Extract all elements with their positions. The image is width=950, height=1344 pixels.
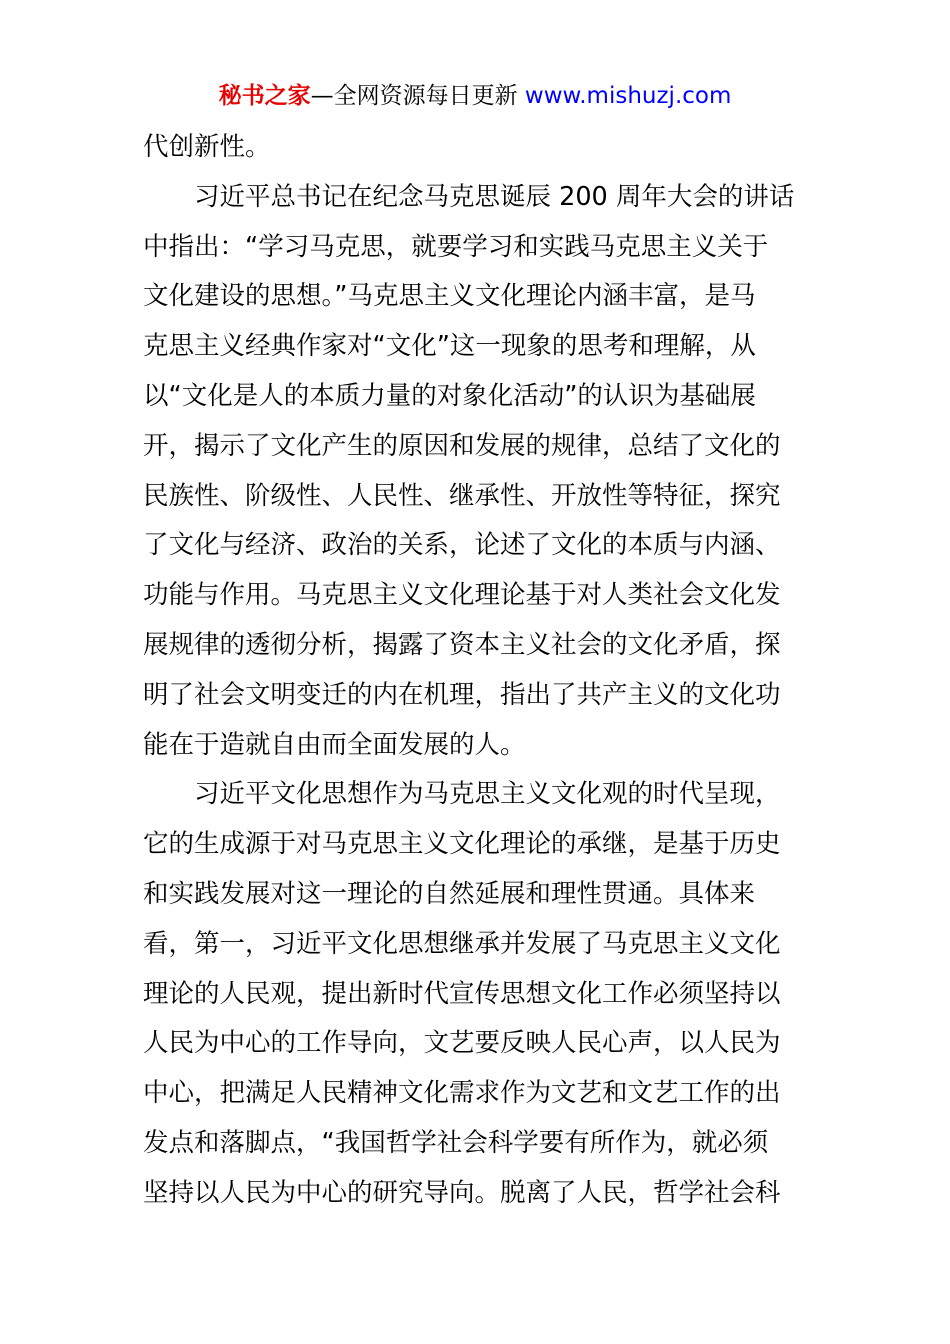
text-line: 中心，把满足人民精神文化需求作为文艺和文艺工作的出	[143, 1078, 781, 1109]
text-line: 人民为中心的工作导向，文艺要反映人民心声，以人民为	[143, 1028, 781, 1059]
text-line: 功能与作用。马克思主义文化理论基于对人类社会文化发	[143, 580, 781, 611]
text-line: 坚持以人民为中心的研究导向。脱离了人民，哲学社会科	[143, 1177, 781, 1208]
text-line: 中指出：“学习马克思，就要学习和实践马克思主义关于	[143, 231, 769, 262]
site-tagline: —全网资源每日更新	[310, 83, 518, 109]
text-line: 发点和落脚点，“我国哲学社会科学要有所作为，就必须	[143, 1127, 769, 1158]
text-line: 展规律的透彻分析，揭露了资本主义社会的文化矛盾，探	[143, 629, 781, 660]
site-brand: 秘书之家	[218, 83, 311, 109]
text-line: 了文化与经济、政治的关系，论述了文化的本质与内涵、	[143, 530, 781, 561]
text-line: 看，第一，习近平文化思想继承并发展了马克思主义文化	[143, 928, 781, 959]
site-header	[0, 78, 950, 114]
document-body	[143, 126, 813, 1222]
text-line: 习近平总书记在纪念马克思诞辰 200 周年大会的讲话	[143, 181, 795, 212]
text-line: 能在于造就自由而全面发展的人。	[143, 729, 526, 760]
text-line: 明了社会文明变迁的内在机理，指出了共产主义的文化功	[143, 679, 781, 710]
text-line: 开，揭示了文化产生的原因和发展的规律，总结了文化的	[143, 430, 781, 461]
text-line: 理论的人民观，提出新时代宣传思想文化工作必须坚持以	[143, 978, 781, 1009]
text-line: 以“文化是人的本质力量的对象化活动”的认识为基础展	[143, 380, 756, 411]
site-url-link[interactable]: www.mishuzj.com	[524, 83, 732, 109]
text-line: 克思主义经典作家对“文化”这一现象的思考和理解，从	[143, 331, 756, 362]
text-line: 民族性、阶级性、人民性、继承性、开放性等特征，探究	[143, 480, 781, 511]
text-line: 习近平文化思想作为马克思主义文化观的时代呈现，	[143, 779, 781, 810]
text-line: 它的生成源于对马克思主义文化理论的承继，是基于历史	[143, 829, 781, 860]
text-line: 代创新性。	[143, 132, 271, 162]
text-line: 文化建设的思想。”马克思主义文化理论内涵丰富，是马	[143, 281, 756, 312]
text-line: 和实践发展对这一理论的自然延展和理性贯通。具体来	[143, 878, 756, 909]
